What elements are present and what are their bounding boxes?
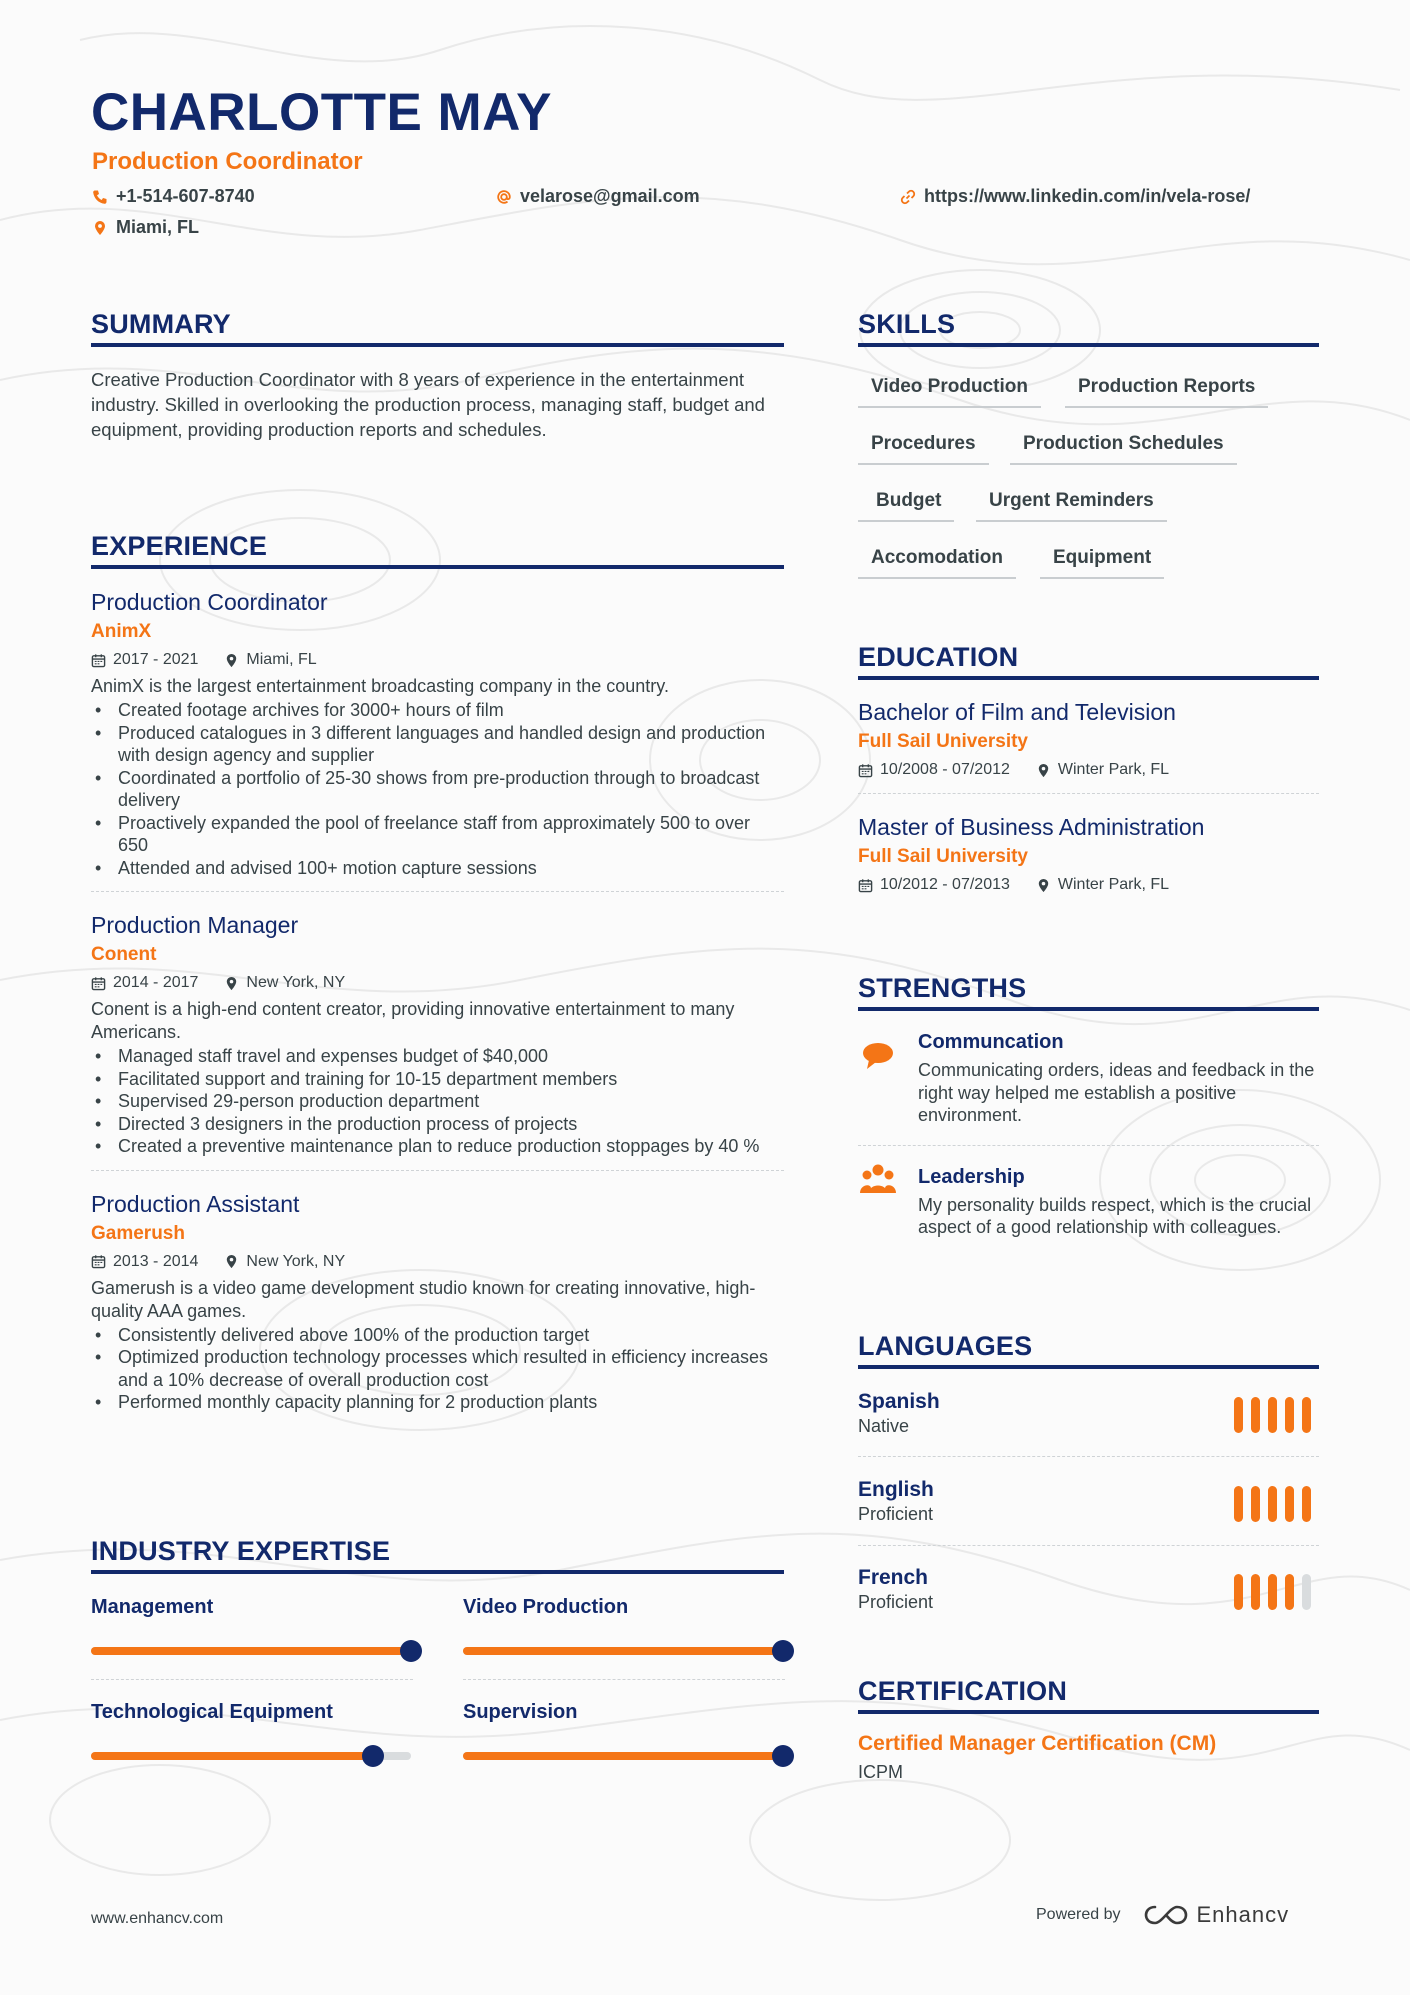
divider — [858, 1145, 1319, 1146]
strength-title: Communcation — [918, 1031, 1064, 1053]
education-school: Full Sail University — [858, 731, 1028, 752]
certification-title: CERTIFICATION — [858, 1676, 1319, 1714]
divider — [858, 1545, 1319, 1546]
job-title: Production Coordinator — [91, 589, 328, 615]
location-pin-icon — [1036, 878, 1051, 893]
phone-text: +1-514-607-8740 — [116, 186, 255, 206]
skill-tag: Urgent Reminders — [976, 490, 1167, 522]
calendar-icon — [91, 1254, 106, 1269]
job-entry — [91, 587, 784, 879]
job-entry — [91, 1189, 784, 1414]
expertise-section — [91, 1536, 784, 1776]
language-rating — [1234, 1397, 1311, 1433]
job-title: Production Assistant — [91, 1190, 300, 1217]
job-company: Conent — [91, 944, 157, 965]
divider — [91, 1679, 413, 1680]
strengths-title: STRENGTHS — [858, 973, 1319, 1011]
rating-bar — [1234, 1486, 1243, 1522]
expertise-item — [91, 1596, 421, 1619]
strengths-section — [858, 973, 1319, 1239]
strength-item — [858, 1163, 1319, 1239]
location-pin-icon — [224, 653, 239, 668]
languages-title: LANGUAGES — [858, 1331, 1319, 1369]
job-bullet: • Attended and advised 100+ motion capture sessions — [91, 857, 784, 880]
group-icon — [860, 1163, 896, 1195]
job-bullet: • Managed staff travel and expenses budget of $40,000 — [91, 1045, 784, 1068]
education-dates: 10/2008 - 07/2012 — [880, 761, 1010, 778]
divider — [91, 891, 784, 892]
skill-tag: Production Schedules — [1010, 433, 1237, 465]
candidate-role: Production Coordinator — [92, 148, 363, 175]
job-dates: 2014 - 2017 — [113, 974, 199, 991]
divider — [463, 1679, 785, 1680]
expertise-label: Video Production — [463, 1596, 629, 1618]
skill-tag: Production Reports — [1065, 376, 1268, 408]
footer-branding — [1036, 1902, 1289, 1928]
chat-bubble-icon — [862, 1042, 894, 1070]
expertise-label: Management — [91, 1596, 214, 1618]
job-description: Conent is a high-end content creator, providing innovative entertainment to many Americans. — [91, 999, 735, 1042]
language-rating — [1234, 1486, 1311, 1522]
expertise-knob — [362, 1745, 384, 1767]
education-title: EDUCATION — [858, 642, 1319, 680]
divider — [91, 1170, 784, 1171]
candidate-name: CHARLOTTE MAY — [91, 83, 552, 142]
skills-title: SKILLS — [858, 309, 1319, 347]
rating-bar — [1268, 1486, 1277, 1522]
job-company: AnimX — [91, 621, 152, 642]
divider — [858, 1456, 1319, 1457]
skill-tag: Budget — [858, 490, 954, 522]
job-dates: 2017 - 2021 — [113, 651, 199, 668]
job-bullet: • Facilitated support and training for 10-15 department members — [91, 1068, 784, 1091]
job-bullets — [91, 1324, 784, 1414]
job-bullets — [91, 1045, 784, 1158]
job-title: Production Manager — [91, 912, 299, 938]
certification-issuer: ICPM — [858, 1762, 903, 1782]
job-location: New York, NY — [246, 974, 346, 991]
calendar-icon — [858, 878, 873, 893]
job-bullet: • Supervised 29-person production department — [91, 1090, 784, 1113]
expertise-fill — [463, 1752, 783, 1760]
brand-logo[interactable] — [1143, 1902, 1290, 1928]
education-entry — [858, 697, 1319, 783]
expertise-label: Supervision — [463, 1701, 578, 1723]
education-meta — [858, 872, 1319, 898]
job-bullet: • Proactively expanded the pool of freelance staff from approximately 500 to over 650 — [91, 812, 784, 857]
strength-text: My personality builds respect, which is the crucial aspect of a good relationship with colleagues. — [918, 1194, 1312, 1237]
summary-title: SUMMARY — [91, 309, 784, 347]
expertise-track — [91, 1752, 411, 1760]
languages-section — [858, 1331, 1319, 1621]
phone-contact[interactable] — [92, 186, 255, 207]
education-location: Winter Park, FL — [1057, 761, 1170, 778]
expertise-knob — [400, 1640, 422, 1662]
job-bullet: • Consistently delivered above 100% of the production target — [91, 1324, 784, 1347]
rating-bar — [1268, 1397, 1277, 1433]
job-meta — [91, 647, 784, 673]
job-description: Gamerush is a video game development studio known for creating innovative, high-quality AAA games. — [91, 1277, 756, 1321]
expertise-title: INDUSTRY EXPERTISE — [91, 1536, 784, 1574]
job-bullets — [91, 699, 784, 879]
expertise-item — [463, 1701, 793, 1724]
infinity-logo-icon — [1143, 1903, 1189, 1927]
location-pin-icon — [224, 1254, 239, 1269]
calendar-icon — [91, 653, 106, 668]
education-section — [858, 642, 1319, 898]
job-bullet: • Optimized production technology processes which resulted in efficiency increases and a 10% decrease of overall production cost — [91, 1346, 784, 1391]
rating-bar — [1251, 1397, 1260, 1433]
powered-by-text: Powered by — [1036, 1906, 1121, 1923]
skill-tag: Accomodation — [858, 547, 1016, 579]
rating-bar — [1285, 1574, 1294, 1610]
experience-title: EXPERIENCE — [91, 531, 784, 569]
language-level: Native — [858, 1416, 910, 1436]
language-name: French — [858, 1566, 929, 1589]
expertise-track — [463, 1752, 783, 1760]
language-item — [858, 1389, 1319, 1437]
footer-website[interactable]: www.enhancv.com — [91, 1910, 224, 1927]
language-item — [858, 1565, 1319, 1613]
certification-name: Certified Manager Certification (CM) — [858, 1732, 1217, 1755]
strength-item — [858, 1028, 1319, 1127]
job-meta — [91, 970, 784, 996]
location-pin-icon — [224, 976, 239, 991]
rating-bar — [1251, 1574, 1260, 1610]
education-location: Winter Park, FL — [1057, 876, 1170, 893]
rating-bar — [1251, 1486, 1260, 1522]
email-text: velarose@gmail.com — [520, 186, 700, 206]
expertise-item — [463, 1596, 793, 1619]
summary-text: Creative Production Coordinator with 8 years of experience in the entertainment industry. Skilled in overlooking the production process, managing staff, budget and equipment, providing production reports and schedules. — [91, 369, 765, 440]
expertise-item — [91, 1701, 421, 1724]
job-location: New York, NY — [246, 1252, 346, 1270]
education-degree: Master of Business Administration — [858, 814, 1205, 840]
language-name: Spanish — [858, 1390, 940, 1413]
rating-bar — [1285, 1486, 1294, 1522]
job-bullet: • Created a preventive maintenance plan to reduce production stoppages by 40 % — [91, 1135, 784, 1158]
expertise-label: Technological Equipment — [91, 1701, 333, 1723]
location-contact — [92, 217, 199, 238]
skills-section — [858, 309, 1319, 589]
job-bullet: • Performed monthly capacity planning for 2 production plants — [91, 1391, 784, 1414]
expertise-fill — [463, 1647, 783, 1655]
skill-tag: Equipment — [1040, 547, 1164, 579]
calendar-icon — [858, 763, 873, 778]
education-degree: Bachelor of Film and Television — [858, 699, 1176, 725]
experience-section — [91, 531, 784, 1414]
education-dates: 10/2012 - 07/2013 — [880, 876, 1010, 893]
linkedin-text: https://www.linkedin.com/in/vela-rose/ — [924, 186, 1251, 206]
divider — [858, 793, 1319, 794]
summary-section — [91, 309, 784, 442]
rating-bar — [1234, 1397, 1243, 1433]
strength-text: Communicating orders, ideas and feedback in the right way helped me establish a positive environment. — [918, 1060, 1315, 1125]
skill-tag: Video Production — [858, 376, 1041, 408]
calendar-icon — [91, 976, 106, 991]
rating-bar — [1268, 1574, 1277, 1610]
skill-tag: Procedures — [858, 433, 989, 465]
linkedin-contact[interactable] — [900, 186, 1250, 207]
location-pin-icon — [92, 220, 108, 236]
education-meta — [858, 757, 1319, 783]
job-bullet: • Directed 3 designers in the production process of projects — [91, 1113, 784, 1136]
language-level: Proficient — [858, 1592, 934, 1612]
rating-bar — [1302, 1486, 1311, 1522]
job-bullet: • Produced catalogues in 3 different languages and handled design and production with design agency and supplier — [91, 722, 784, 767]
education-entry — [858, 812, 1319, 898]
expertise-track — [91, 1647, 411, 1655]
job-company: Gamerush — [91, 1222, 185, 1244]
job-entry — [91, 910, 784, 1158]
job-location: Miami, FL — [246, 651, 317, 668]
job-description: AnimX is the largest entertainment broadcasting company in the country. — [91, 676, 669, 696]
expertise-knob — [772, 1745, 794, 1767]
link-icon — [900, 189, 916, 205]
job-dates: 2013 - 2014 — [113, 1252, 199, 1270]
language-name: English — [858, 1478, 934, 1501]
job-bullet: • Created footage archives for 3000+ hours of film — [91, 699, 784, 722]
job-bullet: • Coordinated a portfolio of 25-30 shows from pre-production through to broadcast delivery — [91, 767, 784, 812]
language-item — [858, 1477, 1319, 1525]
strength-title: Leadership — [918, 1165, 1025, 1188]
location-text: Miami, FL — [116, 217, 200, 237]
rating-bar — [1302, 1574, 1311, 1610]
expertise-fill — [91, 1752, 373, 1760]
email-contact[interactable] — [496, 186, 700, 207]
rating-bar — [1302, 1397, 1311, 1433]
expertise-knob — [772, 1640, 794, 1662]
expertise-track — [463, 1647, 783, 1655]
brand-name: Enhancv — [1196, 1902, 1290, 1927]
education-school: Full Sail University — [858, 846, 1028, 867]
job-meta — [91, 1249, 784, 1275]
language-level: Proficient — [858, 1504, 934, 1524]
at-icon — [496, 189, 512, 205]
phone-icon — [92, 189, 108, 205]
location-pin-icon — [1036, 763, 1051, 778]
language-rating — [1234, 1574, 1311, 1610]
rating-bar — [1285, 1397, 1294, 1433]
certification-section — [858, 1676, 1319, 1783]
rating-bar — [1234, 1574, 1243, 1610]
expertise-fill — [91, 1647, 411, 1655]
